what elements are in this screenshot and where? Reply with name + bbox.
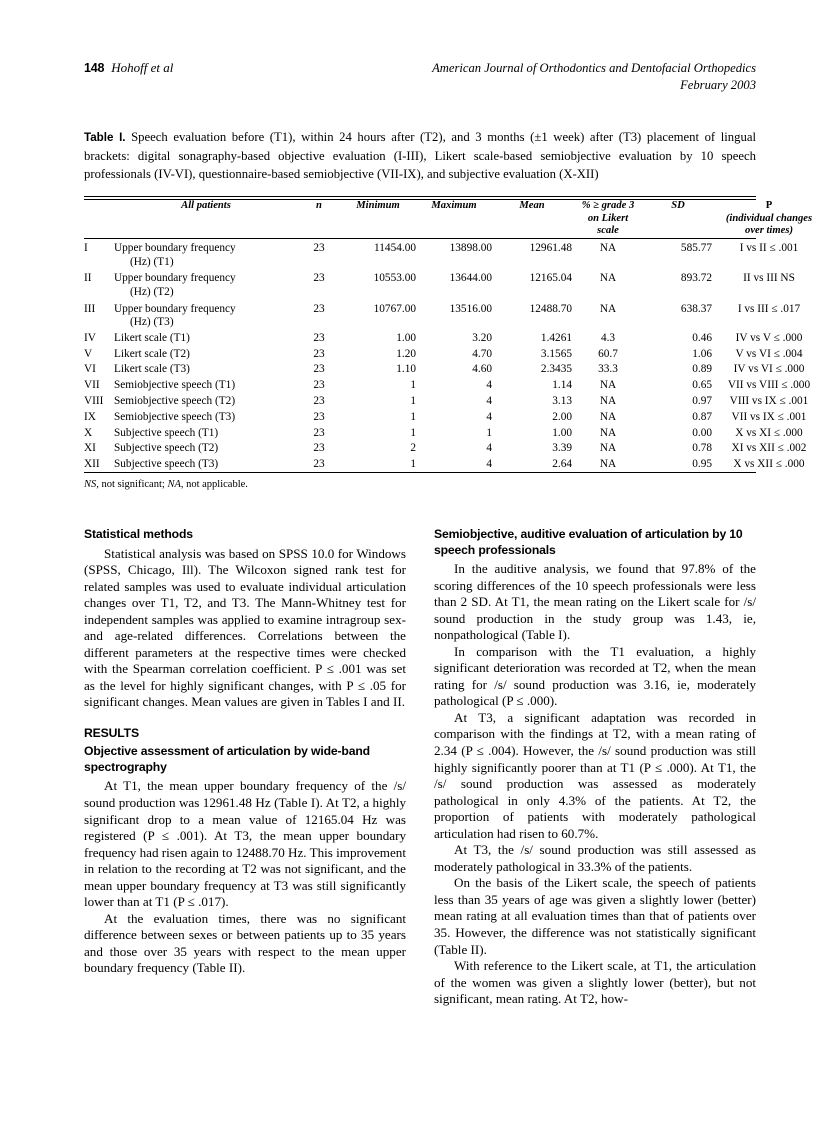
row-percent: 60.7 (598, 347, 618, 360)
row-mean: 3.1565 (540, 347, 572, 360)
row-n: 23 (313, 379, 325, 392)
row-label: Subjective speech (T1) (114, 426, 219, 439)
para-statistical-methods: Statistical analysis was based on SPSS 10.0 for Windows (SPSS, Chicago, Ill). The Wilcoxon signed rank test for related samples was used to evaluate individual articulation changes over T1, T2, and T3. The Mann-Whitney test for independent samples was applied to examine intragroup sex- and age-related differences. Correlations between the different parameters at the respective times were checked with the Spearman correlation coefficient. P ≤ .001 was set as the level for highly significant changes, with P ≤ .05 for significant changes. Mean values are given in Tables I and II. (84, 545, 406, 710)
table-label: Table I. (84, 131, 126, 144)
para-right-1: In the auditive analysis, we found that 97.8% of the scoring differences of the 10 speech professionals were less than 2 SD. At T1, the mean rating on the Likert scale for /s/ sound production in the study group was 1.43, ie, nonpathological (Table I). (434, 561, 756, 643)
row-sd: 0.00 (692, 426, 712, 439)
pct-header-line1: % ≥ grade 3 (581, 200, 635, 211)
row-n: 23 (313, 331, 325, 344)
row-percent: NA (599, 458, 617, 471)
col-header-percent-grade3 (572, 200, 644, 238)
row-sd: 0.89 (692, 363, 712, 376)
para-right-6: With reference to the Likert scale, at T1, the articulation of the women was given a slightly lower (better), but not significant, mean rating. At T2, how- (434, 958, 756, 1007)
row-maximum: 1 (486, 426, 492, 439)
row-label: Semiobjective speech (T2) (114, 394, 236, 407)
para-right-2: In comparison with the T1 evaluation, a highly significant deterioration was recorded at T2, when the mean rating for /s/ sound production was 3.16, ie, moderately pathological (P ≤ .000). (434, 643, 756, 709)
row-maximum: 13644.00 (449, 272, 492, 285)
row-sd: 0.87 (692, 410, 712, 423)
row-mean: 12165.04 (529, 272, 572, 285)
row-minimum: 10553.00 (373, 272, 416, 285)
row-number: VI (84, 363, 96, 376)
table-row (84, 329, 826, 345)
table-row (84, 377, 826, 393)
row-number: XII (84, 458, 100, 471)
row-number: X (84, 426, 93, 439)
row-p-value: X vs XI ≤ .000 (735, 426, 803, 439)
row-maximum: 13898.00 (449, 242, 492, 255)
row-p-value: XI vs XII ≤ .002 (731, 442, 807, 455)
row-maximum: 4.70 (472, 347, 492, 360)
table-row (84, 393, 826, 409)
row-n: 23 (313, 363, 325, 376)
row-sd: 638.37 (680, 302, 712, 315)
row-n: 23 (313, 394, 325, 407)
row-number: VIII (84, 394, 104, 407)
row-mean: 1.14 (552, 379, 572, 392)
right-column (434, 527, 756, 1008)
table-row (84, 424, 826, 440)
row-p-value: X vs XII ≤ .000 (733, 458, 805, 471)
row-label: Semiobjective speech (T1) (114, 379, 236, 392)
row-percent: NA (599, 272, 617, 285)
row-mean: 2.64 (552, 458, 572, 471)
row-minimum: 1 (410, 410, 416, 423)
row-p-value: IV vs V ≤ .000 (735, 331, 803, 344)
row-mean: 1.4261 (540, 331, 572, 344)
row-mean: 2.00 (552, 410, 572, 423)
heading-semiobjective-auditive: Semiobjective, auditive evaluation of articulation by 10 speech professionals (434, 527, 743, 557)
row-n: 23 (313, 458, 325, 471)
col-header-minimum: Minimum (356, 200, 400, 211)
row-p-value: I vs II ≤ .001 (739, 242, 799, 255)
row-minimum: 1 (410, 394, 416, 407)
left-column (84, 527, 406, 1008)
para-right-4: At T3, the /s/ sound production was still assessed as moderately pathological in 33.3% of the patients. (434, 842, 756, 874)
col-header-n: n (316, 200, 322, 211)
row-percent: NA (599, 442, 617, 455)
row-minimum: 1 (410, 458, 416, 471)
table-row (84, 299, 826, 329)
para-objective-2: At the evaluation times, there was no significant difference between sexes or between patients up to 35 years and those over 35 years with respect to the mean upper boundary frequency (Table II). (84, 910, 406, 976)
row-number: XI (84, 442, 96, 455)
row-label-line2: (Hz) (T2) (130, 285, 174, 298)
table-row (84, 239, 826, 269)
table-row (84, 408, 826, 424)
row-mean: 12488.70 (529, 302, 572, 315)
footnote-abbr-na: NA (167, 478, 181, 490)
row-label: Likert scale (T3) (114, 363, 190, 376)
row-sd: 0.46 (692, 331, 712, 344)
row-label: Subjective speech (T3) (114, 458, 219, 471)
footnote-text-ns: , not significant; (96, 478, 168, 490)
footnote-text-na: , not applicable. (180, 478, 248, 490)
running-head-authors: Hohoff et al (111, 60, 174, 75)
row-mean: 12961.48 (529, 242, 572, 255)
row-p-value: II vs III NS (743, 272, 795, 285)
table-row (84, 440, 826, 456)
row-number: I (84, 242, 88, 255)
row-sd: 585.77 (680, 242, 712, 255)
row-maximum: 4 (486, 410, 492, 423)
table-row (84, 269, 826, 299)
row-mean: 3.39 (552, 442, 572, 455)
p-header-line3: over times) (745, 225, 793, 237)
table-footnote (84, 473, 756, 492)
row-label: Subjective speech (T2) (114, 442, 219, 455)
row-percent: 33.3 (598, 363, 618, 376)
row-label: Upper boundary frequency (Hz) (T3) (114, 299, 298, 329)
row-number: VII (84, 379, 100, 392)
table-row (84, 345, 826, 361)
row-number: III (84, 302, 96, 315)
row-label: Likert scale (T1) (114, 331, 190, 344)
row-minimum: 2 (410, 442, 416, 455)
row-minimum: 10767.00 (373, 302, 416, 315)
row-label: Upper boundary frequency (Hz) (T1) (114, 239, 298, 269)
row-p-value: IV vs VI ≤ .000 (733, 363, 805, 376)
row-percent: NA (599, 394, 617, 407)
p-header-line1: P (765, 200, 773, 211)
col-header-num (84, 200, 114, 238)
row-minimum: 1.10 (396, 363, 416, 376)
row-label-line2: (Hz) (T1) (130, 255, 174, 268)
row-percent: NA (599, 410, 617, 423)
pct-header-line2: on Likert (587, 212, 629, 224)
row-maximum: 13516.00 (449, 302, 492, 315)
speech-evaluation-table-body (84, 239, 826, 472)
col-header-mean: Mean (519, 200, 545, 211)
body-columns (84, 527, 756, 1008)
table-row (84, 361, 826, 377)
running-head (84, 60, 756, 106)
pct-header-line3: scale (597, 225, 619, 237)
heading-results: RESULTS (84, 725, 139, 740)
row-minimum: 11454.00 (374, 242, 416, 255)
row-n: 23 (313, 242, 325, 255)
row-p-value: VII vs VIII ≤ .000 (727, 379, 811, 392)
para-objective-1: At T1, the mean upper boundary frequency of the /s/ sound production was 12961.48 Hz (Table I). At T2, a highly significant drop to a mean value of 12165.04 Hz was registered (P ≤ .001). At T3, the mean upper boundary frequency had risen again to 12488.70 Hz. This improvement in relation to the recording at T2 was not significant, and the mean upper boundary frequency at T3 was still significantly lower than at T1 (P ≤ .017). (84, 778, 406, 910)
col-header-p (712, 200, 826, 238)
journal-title: American Journal of Orthodontics and Dentofacial Orthopedics (432, 61, 756, 75)
row-percent: 4.3 (600, 331, 616, 344)
row-sd: 0.95 (692, 458, 712, 471)
row-n: 23 (313, 347, 325, 360)
row-maximum: 3.20 (472, 331, 492, 344)
col-header-maximum: Maximum (431, 200, 477, 211)
row-label: Upper boundary frequency (Hz) (T2) (114, 269, 298, 299)
row-number: IX (84, 410, 96, 423)
row-n: 23 (313, 272, 325, 285)
table-head (84, 200, 826, 238)
row-sd: 1.06 (692, 347, 712, 360)
row-n: 23 (313, 442, 325, 455)
row-sd: 893.72 (680, 272, 712, 285)
row-percent: NA (599, 379, 617, 392)
row-p-value: VIII vs IX ≤ .001 (729, 394, 809, 407)
speech-evaluation-table (84, 200, 826, 238)
page-folio: 148 (84, 61, 105, 75)
row-maximum: 4 (486, 379, 492, 392)
issue-date: February 2003 (680, 78, 756, 92)
row-label: Likert scale (T2) (114, 347, 190, 360)
table-caption-text: Speech evaluation before (T1), within 24 hours after (T2), and 3 months (±1 week) after (T3) placement of lingual brackets: digital sonagraphy-based objective evaluation (I-III), Likert scale-based semiobjective evaluation by 10 speech professionals (IV-VI), questionnaire-based semiobjective (VII-IX), and subjective evaluation (X-XII) (84, 130, 756, 182)
row-number: II (84, 272, 92, 285)
row-mean: 3.13 (552, 394, 572, 407)
row-mean: 1.00 (552, 426, 572, 439)
row-sd: 0.78 (692, 442, 712, 455)
row-n: 23 (313, 426, 325, 439)
row-sd: 0.65 (692, 379, 712, 392)
row-maximum: 4 (486, 458, 492, 471)
row-number: V (84, 347, 93, 360)
row-label: Semiobjective speech (T3) (114, 410, 236, 423)
row-number: IV (84, 331, 96, 344)
table-caption (84, 128, 756, 184)
table-header-row (84, 200, 826, 238)
row-percent: NA (599, 242, 617, 255)
row-minimum: 1 (410, 379, 416, 392)
row-maximum: 4 (486, 394, 492, 407)
row-n: 23 (313, 302, 325, 315)
row-maximum: 4 (486, 442, 492, 455)
row-percent: NA (599, 302, 617, 315)
table-row (84, 456, 826, 472)
row-percent: NA (599, 426, 617, 439)
running-head-right (432, 60, 756, 94)
row-maximum: 4.60 (472, 363, 492, 376)
table-block (84, 128, 813, 492)
running-head-left (84, 60, 173, 76)
footnote-abbr-ns: NS (84, 478, 97, 490)
heading-statistical-methods: Statistical methods (84, 527, 193, 541)
col-header-sd: SD (671, 200, 685, 211)
row-mean: 2.3435 (540, 363, 572, 376)
row-sd: 0.97 (692, 394, 712, 407)
col-header-all-patients: All patients (181, 200, 231, 211)
row-minimum: 1.20 (396, 347, 416, 360)
heading-objective-assessment: Objective assessment of articulation by wide-band spectrography (84, 744, 370, 774)
p-header-line2: (individual changes (725, 212, 813, 224)
para-right-5: On the basis of the Likert scale, the speech of patients less than 35 years of age was given a slightly lower (better) mean rating at all evaluation times than that of patients over 35. However, the difference was not statistically significant (Table II). (434, 875, 756, 957)
row-minimum: 1 (410, 426, 416, 439)
row-p-value: VII vs IX ≤ .001 (731, 410, 807, 423)
row-n: 23 (313, 410, 325, 423)
row-label-line2: (Hz) (T3) (130, 315, 174, 328)
para-right-3: At T3, a significant adaptation was recorded in comparison with the findings at T2, with a mean rating of 2.34 (P ≤ .004). However, the /s/ sound production was still highly significantly poorer than at T1 (P ≤ .000). At T1, the /s/ sound production was assessed as moderately pathological in only 4.3% of the patients. At T2, the proportion of patients with moderately pathological articulation had risen to 60.7%. (434, 709, 756, 841)
row-minimum: 1.00 (396, 331, 416, 344)
row-p-value: V vs VI ≤ .004 (735, 347, 803, 360)
table-body (84, 239, 826, 472)
row-p-value: I vs III ≤ .017 (737, 302, 801, 315)
